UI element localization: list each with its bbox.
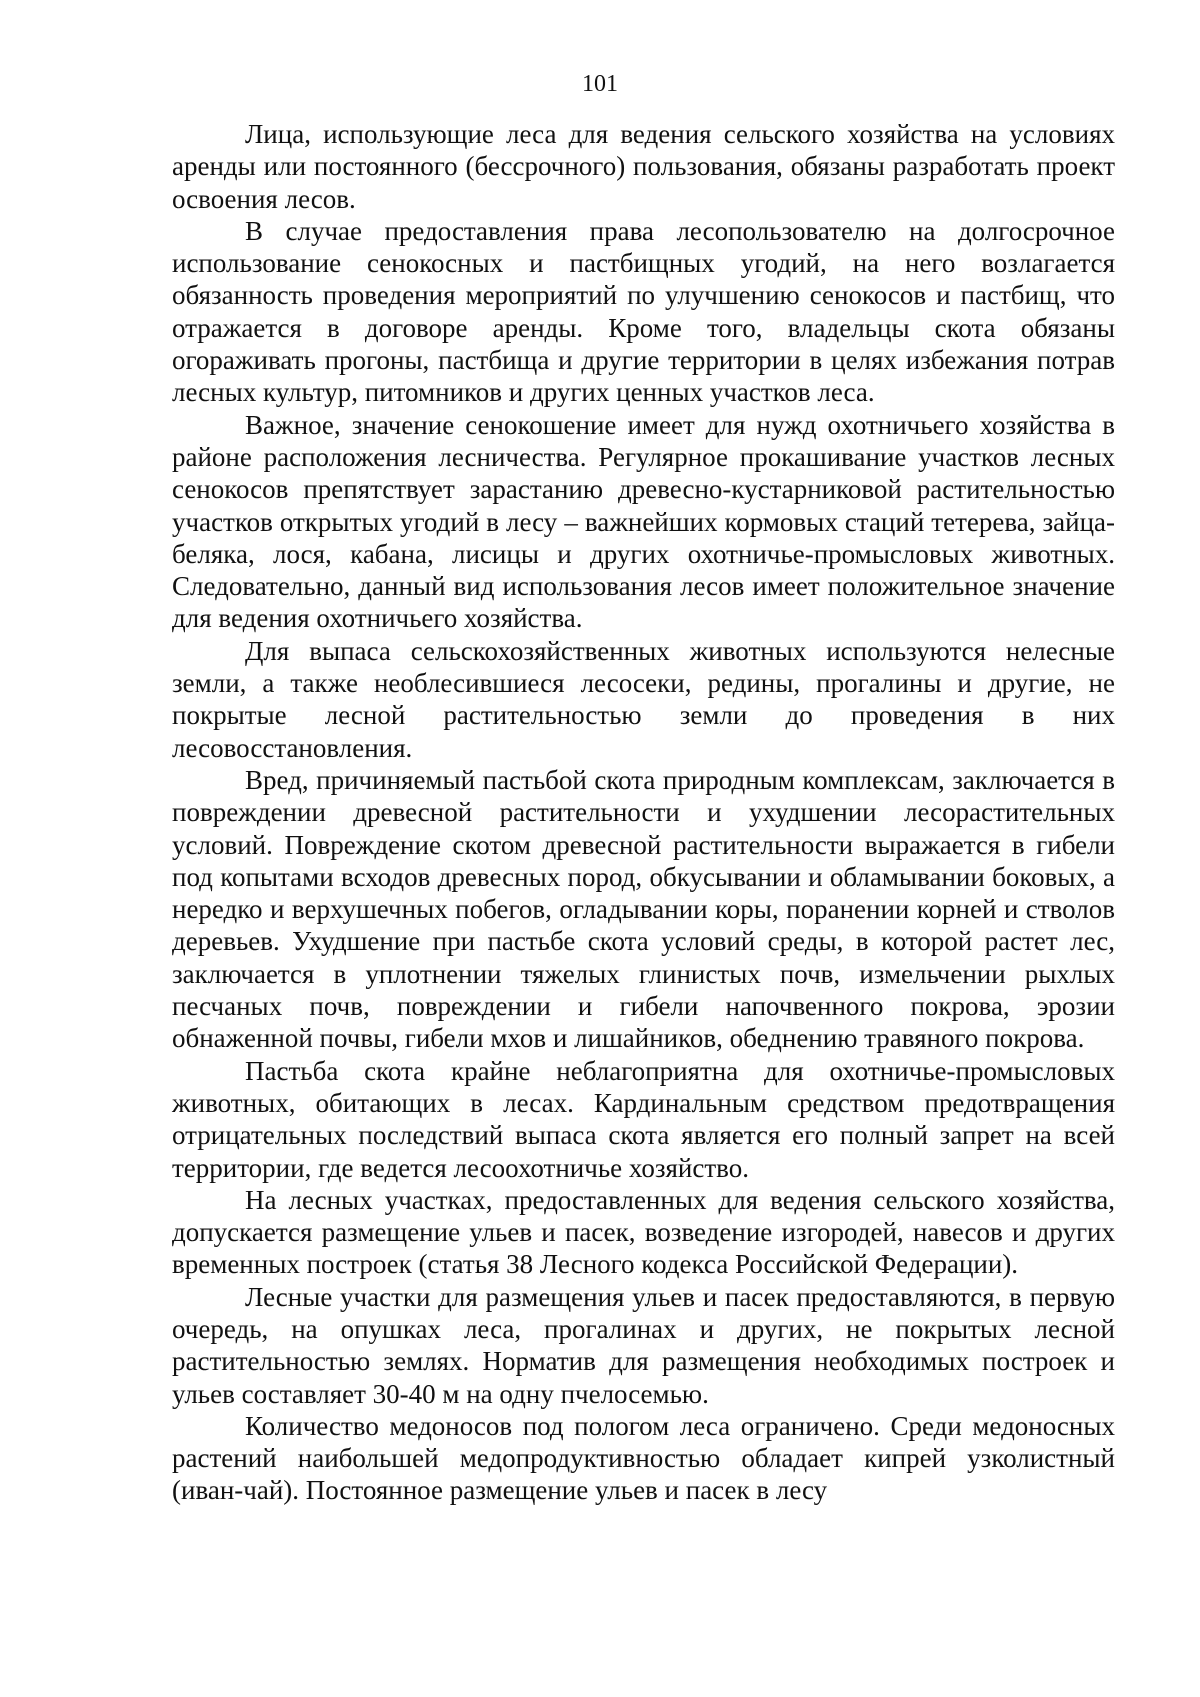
body-text [172, 118, 1115, 1507]
paragraph: Лесные участки для размещения ульев и пасек предоставляются, в первую очередь, на опушках леса, прогалинах и других, не покрытых лесной растительностью землях. Норматив для размещения необходимых построек и ульев составляет 30-40 м на одну пчелосемью. [172, 1281, 1115, 1409]
paragraph: Пастьба скота крайне неблагоприятна для охотничье-промысловых животных, обитающих в лесах. Кардинальным средством предотвращения отрицательных последствий выпаса скота является его полный запрет на всей территории, где ведется лесоохотничье хозяйство. [172, 1055, 1115, 1183]
paragraph: Вред, причиняемый пастьбой скота природным комплексам, заключается в повреждении древесной растительности и ухудшении лесорастительных условий. Повреждение скотом древесной растительности выражается в гибели под копытами всходов древесных пород, обкусывании и обламывании боковых, а нередко и верхушечных побегов, огладывании коры, поранении корней и стволов деревьев. Ухудшение при пастьбе скота условий среды, в которой растет лес, заключается в уплотнении тяжелых глинистых почв, измельчении рыхлых песчаных почв, повреждении и гибели напочвенного покрова, эрозии обнаженной почвы, гибели мхов и лишайников, обеднению травяного покрова. [172, 764, 1115, 1054]
page-number: 101 [582, 71, 618, 97]
paragraph: Для выпаса сельскохозяйственных животных используются нелесные земли, а также необлесившиеся лесосеки, редины, прогалины и другие, не покрытые лесной растительностью земли до проведения в них лесовосстановления. [172, 635, 1115, 763]
paragraph: Количество медоносов под пологом леса ограничено. Среди медоносных растений наибольшей медопродуктивностью обладает кипрей узколистный (иван-чай). Постоянное размещение ульев и пасек в лесу [172, 1410, 1115, 1506]
paragraph: В случае предоставления права лесопользователю на долгосрочное использование сенокосных и пастбищных угодий, на него возлагается обязанность проведения мероприятий по улучшению сенокосов и пастбищ, что отражается в договоре аренды. Кроме того, владельцы скота обязаны огораживать прогоны, пастбища и другие территории в целях избежания потрав лесных культур, питомников и других ценных участков леса. [172, 215, 1115, 408]
paragraph: Важное, значение сенокошение имеет для нужд охотничьего хозяйства в районе расположения лесничества. Регулярное прокашивание участков лесных сенокосов препятствует зарастанию древесно-кустарниковой растительностью участков открытых угодий в лесу – важнейших кормовых стаций тетерева, зайца-беляка, лося, кабана, лисицы и других охотничье-промысловых животных. Следовательно, данный вид использования лесов имеет положительное значение для ведения охотничьего хозяйства. [172, 409, 1115, 634]
paragraph: На лесных участках, предоставленных для ведения сельского хозяйства, допускается размещение ульев и пасек, возведение изгородей, навесов и других временных построек (статья 38 Лесного кодекса Российской Федерации). [172, 1184, 1115, 1280]
paragraph: Лица, использующие леса для ведения сельского хозяйства на условиях аренды или постоянного (бессрочного) пользования, обязаны разработать проект освоения лесов. [172, 119, 1115, 214]
